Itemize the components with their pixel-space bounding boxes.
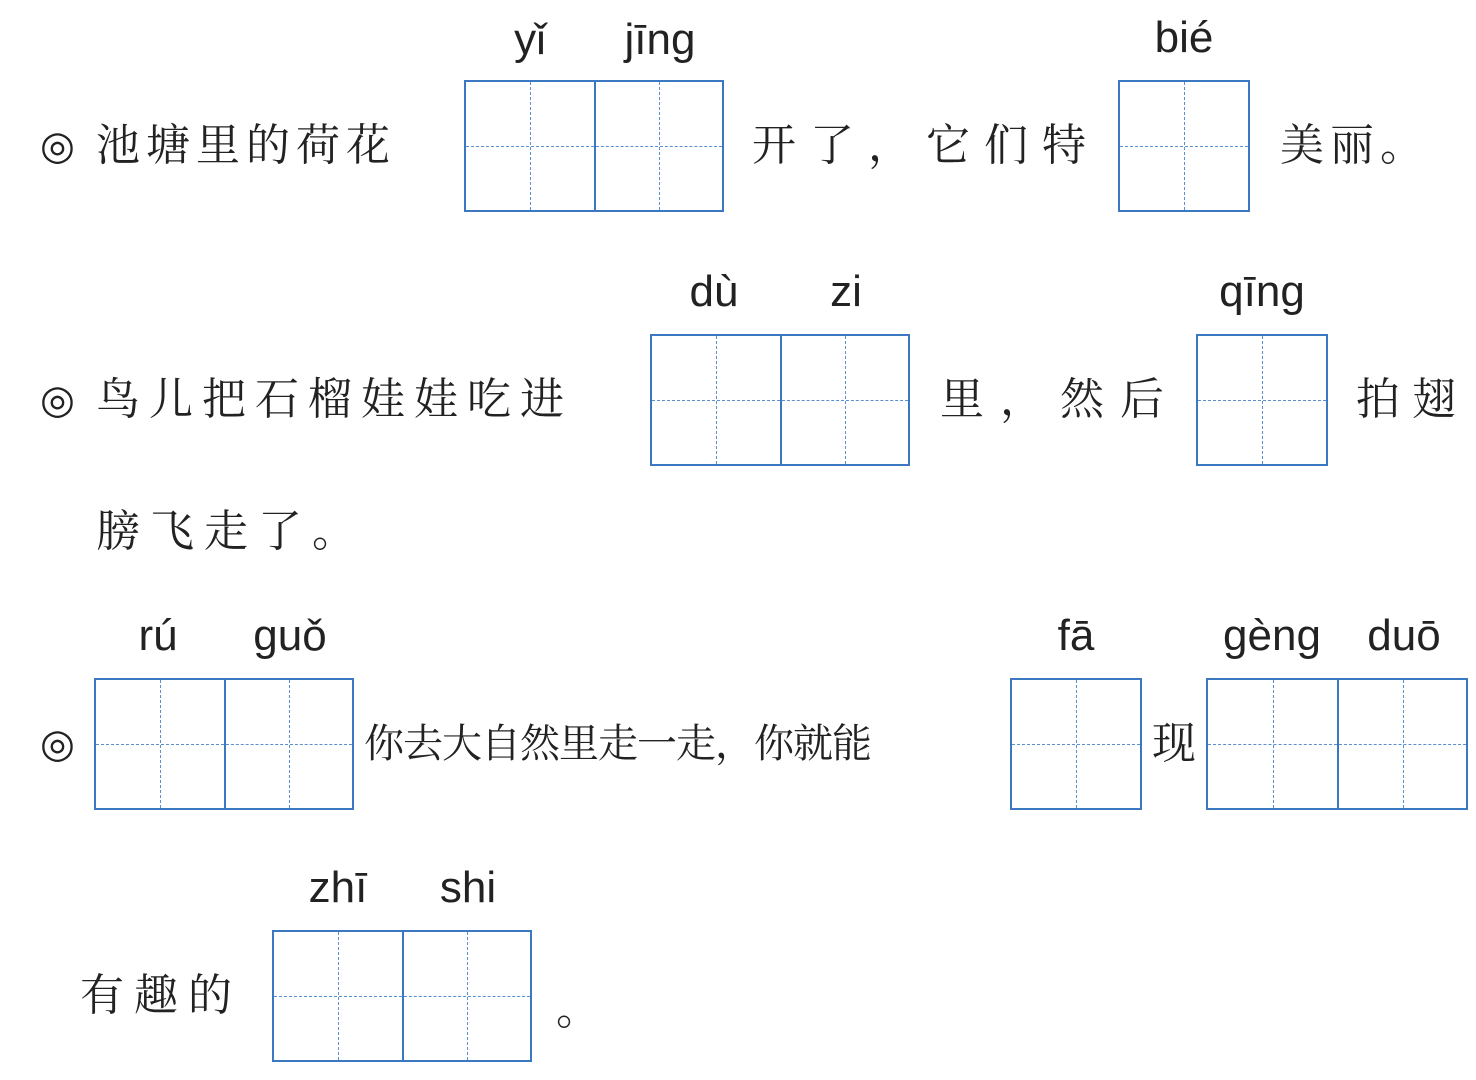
bullet-2: ◎ — [40, 377, 75, 423]
answer-box-ruguo[interactable] — [94, 678, 354, 810]
sentence3-text-4: 。 — [556, 984, 600, 1035]
answer-cell[interactable] — [594, 82, 722, 210]
answer-box-fa[interactable] — [1010, 678, 1142, 810]
answer-cell[interactable] — [1120, 82, 1248, 210]
answer-cell[interactable] — [96, 680, 224, 808]
pinyin-geng: gèng — [1223, 611, 1321, 660]
answer-box-duzi[interactable] — [650, 334, 910, 466]
pinyin-du: dù — [689, 267, 739, 316]
sentence3-text-1: 你去大自然里走一走，你就能 — [364, 721, 871, 767]
answer-box-bie[interactable] — [1118, 80, 1250, 212]
sentence1-text-1: 池塘里的荷花 — [96, 120, 396, 171]
answer-cell[interactable] — [402, 932, 530, 1060]
sentence1-text-3: 美丽。 — [1280, 120, 1430, 171]
sentence2-text-1: 鸟儿把石榴娃娃吃进 — [96, 374, 573, 425]
answer-cell[interactable] — [1012, 680, 1140, 808]
answer-box-qing[interactable] — [1196, 334, 1328, 466]
answer-cell[interactable] — [1198, 336, 1326, 464]
answer-cell[interactable] — [466, 82, 594, 210]
sentence3-text-3: 有趣的 — [80, 970, 242, 1021]
pinyin-fa: fā — [1057, 611, 1095, 660]
answer-cell[interactable] — [652, 336, 780, 464]
answer-cell[interactable] — [780, 336, 908, 464]
sentence3-text-2: 现 — [1152, 718, 1196, 769]
pinyin-jing: jīng — [624, 15, 696, 64]
answer-cell[interactable] — [224, 680, 352, 808]
bullet-1: ◎ — [40, 123, 75, 169]
pinyin-zhi: zhī — [308, 863, 368, 912]
pinyin-zi: zi — [830, 267, 862, 316]
answer-cell[interactable] — [274, 932, 402, 1060]
answer-box-gengduo[interactable] — [1206, 678, 1468, 810]
pinyin-qing: qīng — [1219, 267, 1305, 316]
pinyin-ru: rú — [138, 611, 178, 660]
answer-cell[interactable] — [1337, 680, 1466, 808]
sentence2-text-3: 拍翅 — [1356, 374, 1468, 425]
answer-cell[interactable] — [1208, 680, 1337, 808]
pinyin-shi: shi — [439, 863, 497, 912]
sentence2-text-4: 膀飞走了。 — [96, 506, 366, 557]
sentence1-text-2: 开了，它们特 — [752, 120, 1100, 171]
answer-box-yijing[interactable] — [464, 80, 724, 212]
sentence2-text-2: 里，然后 — [940, 374, 1180, 425]
pinyin-duo: duō — [1367, 611, 1441, 660]
bullet-3: ◎ — [40, 721, 75, 767]
pinyin-guo: guǒ — [253, 611, 327, 660]
pinyin-bie: bié — [1154, 13, 1214, 62]
answer-box-zhishi[interactable] — [272, 930, 532, 1062]
pinyin-yi: yǐ — [514, 15, 546, 64]
